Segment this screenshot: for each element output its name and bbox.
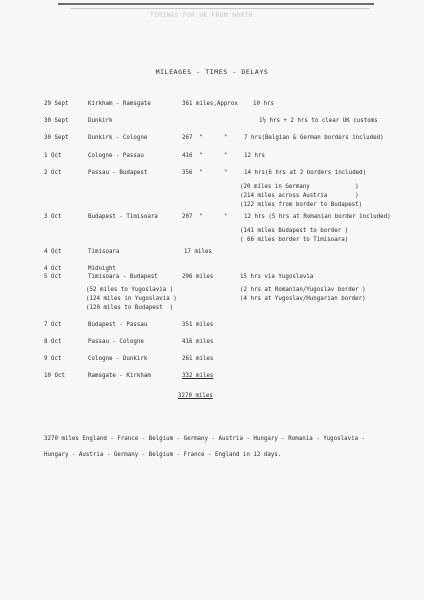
row-route: Kirkham - Ramsgate — [88, 101, 151, 107]
hungary-note: (141 miles Budapest to border ) — [240, 228, 349, 234]
yugo-note: (124 miles in Yugoslavia ) — [86, 296, 177, 302]
germany-note: (20 miles in Germany ) — [240, 184, 359, 190]
row-date: 10 Oct — [44, 373, 65, 379]
footer-line: 3270 miles England - France - Belgium - Germany - Austria - Hungary - Romania - Yugoslavia - — [44, 436, 366, 442]
row-route: Ramsgate - Kirkham — [88, 373, 151, 379]
yugo-note: (52 miles to Yugoslavia ) — [86, 287, 174, 293]
row-route: Passau - Budapest — [88, 170, 148, 176]
row-miles: 267 " " — [182, 135, 228, 141]
row-notes: 15 hrs via Yugoslavia — [240, 274, 314, 280]
row-notes: 12 hrs (5 hrs at Romanian border included) — [244, 214, 391, 220]
row-notes: 10 hrs — [253, 101, 274, 107]
row-notes: 14 hrs(6 hrs at 2 borders included) — [244, 170, 367, 176]
midnight-label: Midnight — [88, 266, 116, 272]
row-miles: 416 miles — [182, 339, 214, 345]
row-miles: 296 miles — [182, 274, 214, 280]
row-date: 9 Oct — [44, 356, 62, 362]
oct4-label: 4 Oct — [44, 266, 62, 272]
row-date: 8 Oct — [44, 339, 62, 345]
row-date: 7 Oct — [44, 322, 62, 328]
row-date: 29 Sept — [44, 101, 69, 107]
row-route: Budapest - Timisoara — [88, 214, 158, 220]
hungary-note: ( 66 miles border to Timisoara) — [240, 237, 349, 243]
border-note: (4 hrs at Yugoslav/Hungarian border) — [240, 296, 366, 302]
row-notes: 12 hrs — [244, 153, 265, 159]
row-miles: 332 miles — [182, 373, 214, 379]
total-miles: 3270 miles — [178, 393, 213, 399]
row-route: Dunkirk - Cologne — [88, 135, 148, 141]
row-route: Timisoara - Budapest — [88, 274, 158, 280]
row-route: Passau - Cologne — [88, 339, 144, 345]
yugo-note: (120 miles to Budapest ) — [86, 305, 174, 311]
austria-note: (214 miles across Austria ) — [240, 193, 359, 199]
row-route: Cologne - Passau — [88, 153, 144, 159]
row-miles: 207 " " — [182, 214, 228, 220]
page-title: MILEAGES - TIMES - DELAYS — [155, 68, 269, 76]
budapest-note: (122 miles from border to Budapest) — [240, 202, 363, 208]
row-miles: 351 miles — [182, 322, 214, 328]
row-date: 1 Oct — [44, 153, 62, 159]
row-notes: 7 hrs(Belgian & German borders included) — [244, 135, 384, 141]
row-route: Budapest - Passau — [88, 322, 148, 328]
row-route: Timisoara — [88, 249, 120, 255]
row-route: Cologne - Dunkirk — [88, 356, 148, 362]
footer-line: Hungary - Austria - Germany - Belgium - France - England in 12 days. — [44, 452, 282, 458]
row-date: 3 Oct — [44, 214, 62, 220]
row-date: 5 Oct — [44, 274, 62, 280]
row-miles: 416 " " — [182, 153, 228, 159]
row-miles: 17 miles — [184, 249, 212, 255]
row-miles: 261 miles — [182, 356, 214, 362]
ghost-header: TIMINGS FOR UK FROM NORTH — [150, 12, 253, 19]
row-date: 2 Oct — [44, 170, 62, 176]
row-date: 30 Sept — [44, 135, 69, 141]
row-date: 30 Sept — [44, 118, 69, 124]
border-note: (2 hrs at Romanian/Yugoslav border ) — [240, 287, 366, 293]
row-miles: 356 " " — [182, 170, 228, 176]
row-miles: 361 miles,Approx — [182, 101, 238, 107]
row-notes: 1½ hrs + 2 hrs to clear UK customs — [259, 118, 378, 124]
row-date: 4 Oct — [44, 249, 62, 255]
row-route: Dunkirk — [88, 118, 113, 124]
